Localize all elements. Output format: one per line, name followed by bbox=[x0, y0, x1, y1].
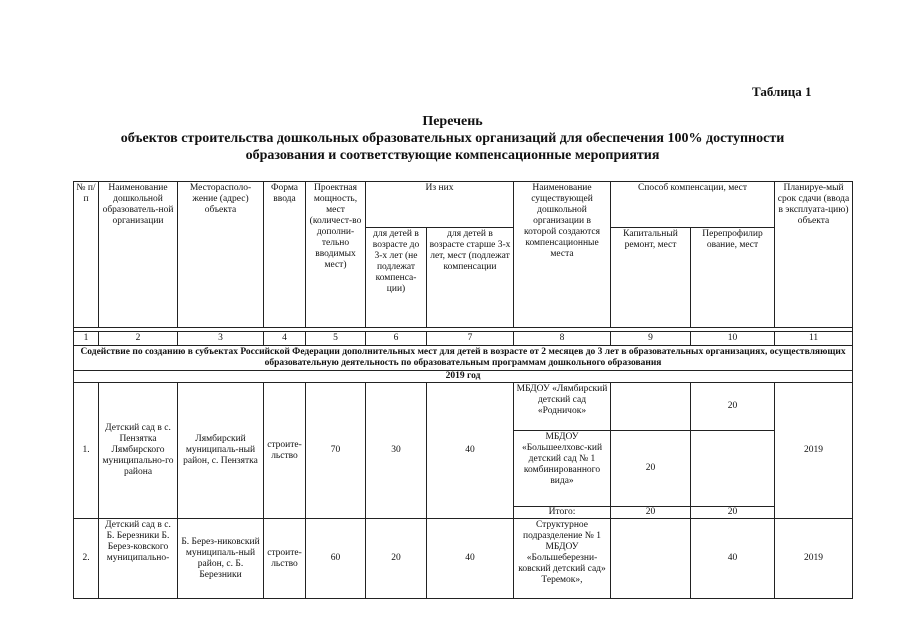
under3-value: 20 bbox=[366, 519, 427, 599]
existing-org: Структурное подразделение № 1 МБДОУ «Большеберезни-ковский детский сад» Теремок», bbox=[514, 519, 611, 599]
column-number: 11 bbox=[775, 332, 853, 346]
existing-org-2: МБДОУ «Большеелховс-кий детский сад № 1 комбинированного вида» bbox=[514, 431, 611, 507]
header-compensation-method: Способ компенсации, мест bbox=[611, 182, 775, 228]
over3-value: 40 bbox=[427, 519, 514, 599]
org-location: Б. Берез-никовский муниципаль-ный район, с. Б. Березники bbox=[178, 519, 264, 599]
capacity-value: 70 bbox=[306, 383, 366, 519]
header-location: Месторасполо-жение (адрес) объекта bbox=[178, 182, 264, 328]
repair-value bbox=[611, 519, 691, 599]
header-form: Форма ввода bbox=[264, 182, 306, 328]
header-capacity: Проектная мощность, мест (количест-во дополни-тельно вводимых мест) bbox=[306, 182, 366, 328]
column-number: 1 bbox=[74, 332, 99, 346]
org-location: Лямбирский муниципаль-ный район, с. Пензятка bbox=[178, 383, 264, 519]
total-label: Итого: bbox=[514, 507, 611, 519]
capacity-value: 60 bbox=[306, 519, 366, 599]
title-line-2: объектов строительства дошкольных образовательных организаций для обеспечения 100% доступности bbox=[120, 131, 785, 146]
column-number: 7 bbox=[427, 332, 514, 346]
section-title: Содействие по созданию в субъектах Российской Федерации дополнительных мест для детей в возрасте от 2 месяцев до 3 лет в образовательных организациях, осуществляющих образовательную деятельность по образовательным программам дошкольного образования bbox=[74, 346, 853, 371]
header-deadline: Планируе-мый срок сдачи (ввода в эксплуата-цию) объекта bbox=[775, 182, 853, 328]
column-number: 2 bbox=[99, 332, 178, 346]
total-reprofile: 20 bbox=[691, 507, 775, 519]
year-heading: 2019 год bbox=[74, 371, 853, 383]
deadline-value: 2019 bbox=[775, 519, 853, 599]
title-line-1: Перечень bbox=[422, 114, 483, 129]
objects-table bbox=[73, 181, 853, 599]
header-reprofile: Перепрофилир ование, мест bbox=[691, 228, 775, 328]
under3-value: 30 bbox=[366, 383, 427, 519]
org-name: Детский сад в с. Б. Березники Б. Берез-ковского муниципально- bbox=[99, 519, 178, 599]
total-repair: 20 bbox=[611, 507, 691, 519]
header-num: № п/п bbox=[74, 182, 99, 328]
row-number: 2. bbox=[74, 519, 99, 599]
header-under3: для детей в возрасте до 3-х лет (не подлежат компенса-ции) bbox=[366, 228, 427, 328]
column-number: 6 bbox=[366, 332, 427, 346]
input-form: строите-льство bbox=[264, 519, 306, 599]
repair-value-2: 20 bbox=[611, 431, 691, 507]
row-number: 1. bbox=[74, 383, 99, 519]
over3-value: 40 bbox=[427, 383, 514, 519]
reprofile-value-1: 20 bbox=[691, 383, 775, 431]
column-number: 9 bbox=[611, 332, 691, 346]
header-name: Наименование дошкольной образователь-ной организации bbox=[99, 182, 178, 328]
column-number: 8 bbox=[514, 332, 611, 346]
reprofile-value: 40 bbox=[691, 519, 775, 599]
title-line-3: образования и соответствующие компенсационные мероприятия bbox=[245, 148, 660, 163]
column-number: 5 bbox=[306, 332, 366, 346]
table-number-label: Таблица 1 bbox=[752, 84, 812, 99]
column-number: 4 bbox=[264, 332, 306, 346]
table-row bbox=[74, 383, 853, 431]
document-title bbox=[60, 113, 845, 164]
column-number: 3 bbox=[178, 332, 264, 346]
column-numbers-row bbox=[74, 332, 853, 346]
repair-value-1 bbox=[611, 383, 691, 431]
table-row bbox=[74, 519, 853, 599]
existing-org-1: МБДОУ «Лямбирский детский сад «Родничок» bbox=[514, 383, 611, 431]
reprofile-value-2 bbox=[691, 431, 775, 507]
header-over3: для детей в возрасте старше 3-х лет, мест (подлежат компенсации bbox=[427, 228, 514, 328]
org-name: Детский сад в с. Пензятка Лямбирского муниципально-го района bbox=[99, 383, 178, 519]
deadline-value: 2019 bbox=[775, 383, 853, 519]
header-of-them: Из них bbox=[366, 182, 514, 228]
header-repair: Капитальный ремонт, мест bbox=[611, 228, 691, 328]
column-number: 10 bbox=[691, 332, 775, 346]
header-existing-org: Наименование существующей дошкольной организации в которой создаются компенсационные места bbox=[514, 182, 611, 328]
input-form: строите-льство bbox=[264, 383, 306, 519]
